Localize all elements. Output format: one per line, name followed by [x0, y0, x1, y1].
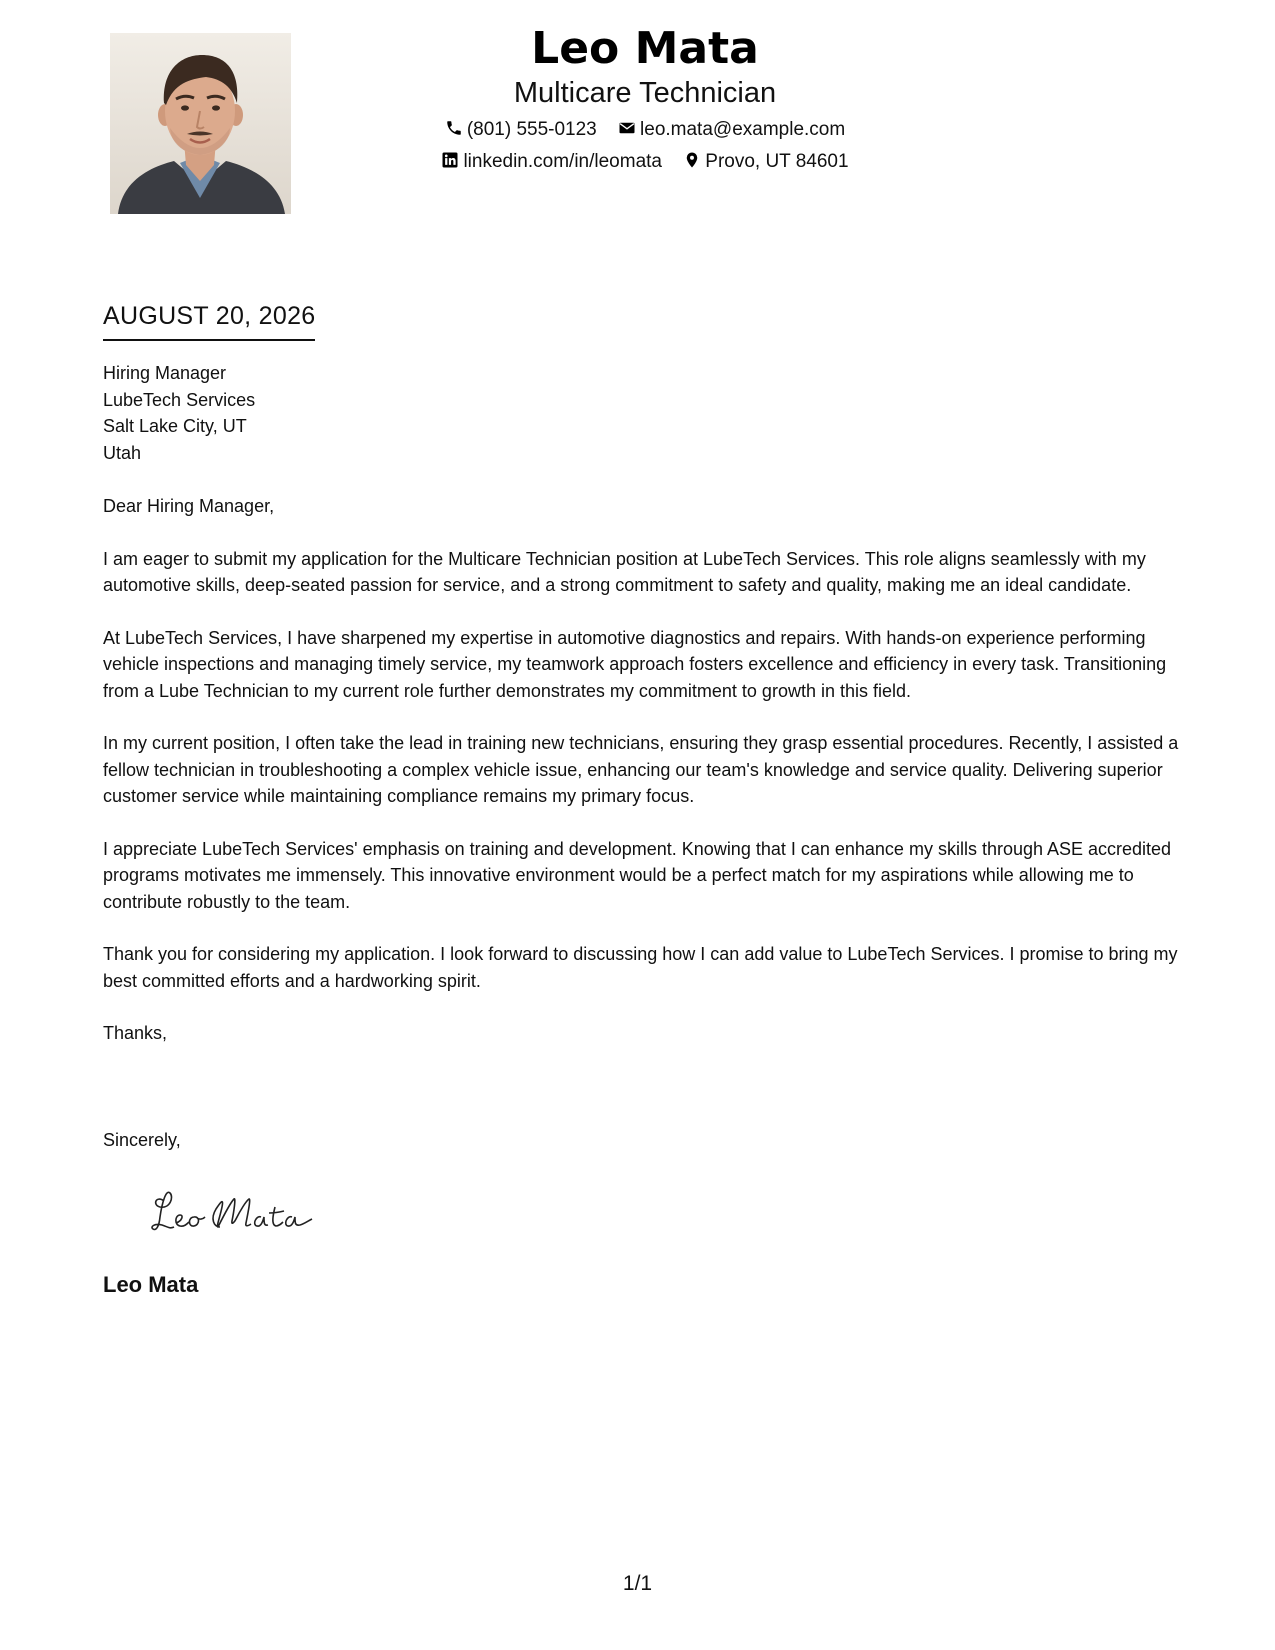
- greeting: Dear Hiring Manager,: [103, 496, 275, 516]
- location-contact: [683, 150, 848, 174]
- page-indicator: 1/1: [622, 1572, 653, 1595]
- body-paragraph: I am eager to submit my application for the Multicare Technician position at LubeTech Services. This role aligns seamlessly with my automotive skills, deep-seated passion for service, and a strong commitment to safety and quality, making me an ideal candidate.: [103, 548, 1146, 595]
- handwritten-signature: [150, 1183, 320, 1248]
- body-paragraph: I appreciate LubeTech Services' emphasis on training and development. Knowing that I can enhance my skills through ASE accredited programs motivates me immensely. This innovative environment would be a perfect match for my aspirations while allowing me to contribute robustly to the team.: [103, 838, 1172, 912]
- recipient-line: Salt Lake City, UT: [103, 416, 247, 436]
- linkedin-icon: [441, 151, 459, 169]
- linkedin-contact[interactable]: [441, 150, 662, 174]
- applicant-name: Leo Mata: [531, 23, 759, 74]
- recipient-line: Hiring Manager: [103, 363, 227, 383]
- profile-photo: [110, 33, 291, 214]
- letter-body: [103, 493, 1183, 1073]
- map-pin-icon: [683, 151, 701, 169]
- portrait-image: [110, 33, 291, 214]
- signer-name: Leo Mata: [103, 1272, 199, 1297]
- email-text: leo.mata@example.com: [640, 119, 846, 140]
- phone-text: (801) 555-0123: [466, 119, 597, 140]
- letter-header: [300, 22, 990, 174]
- contact-row-1: [300, 118, 990, 142]
- phone-contact[interactable]: [445, 118, 597, 142]
- recipient-line: LubeTech Services: [103, 389, 256, 410]
- body-paragraph: At LubeTech Services, I have sharpened my expertise in automotive diagnostics and repairs. With hands-on experience performing vehicle inspections and managing timely service, my teamwork approach fosters excellence and efficiency in every task. Transitioning from a Lube Technician to my current role further demonstrates my commitment to growth in this field.: [103, 627, 1167, 701]
- job-title: Multicare Technician: [513, 77, 777, 109]
- recipient-line: Utah: [103, 442, 142, 463]
- envelope-icon: [618, 119, 636, 137]
- closing-line: Sincerely,: [103, 1130, 181, 1150]
- phone-icon: [445, 119, 463, 137]
- body-paragraph: Thank you for considering my application. I look forward to discussing how I can add value to LubeTech Services. I promise to bring my best committed efforts and a hardworking spirit.: [103, 944, 1178, 991]
- letter-date: AUGUST 20, 2026: [103, 302, 315, 341]
- location-text: Provo, UT 84601: [705, 151, 849, 172]
- signature-image: [150, 1183, 320, 1243]
- body-paragraph: In my current position, I often take the lead in training new technicians, ensuring they grasp essential procedures. Recently, I assisted a fellow technician in troubleshooting a complex vehicle issue, enhancing our team's knowledge and service quality. Delivering superior customer service while maintaining compliance remains my primary focus.: [103, 733, 1179, 806]
- body-paragraph: Thanks,: [103, 1023, 168, 1043]
- contact-row-2: [300, 150, 990, 174]
- email-contact[interactable]: [618, 118, 845, 142]
- linkedin-text: linkedin.com/in/leomata: [463, 151, 662, 172]
- recipient-address: [103, 360, 255, 466]
